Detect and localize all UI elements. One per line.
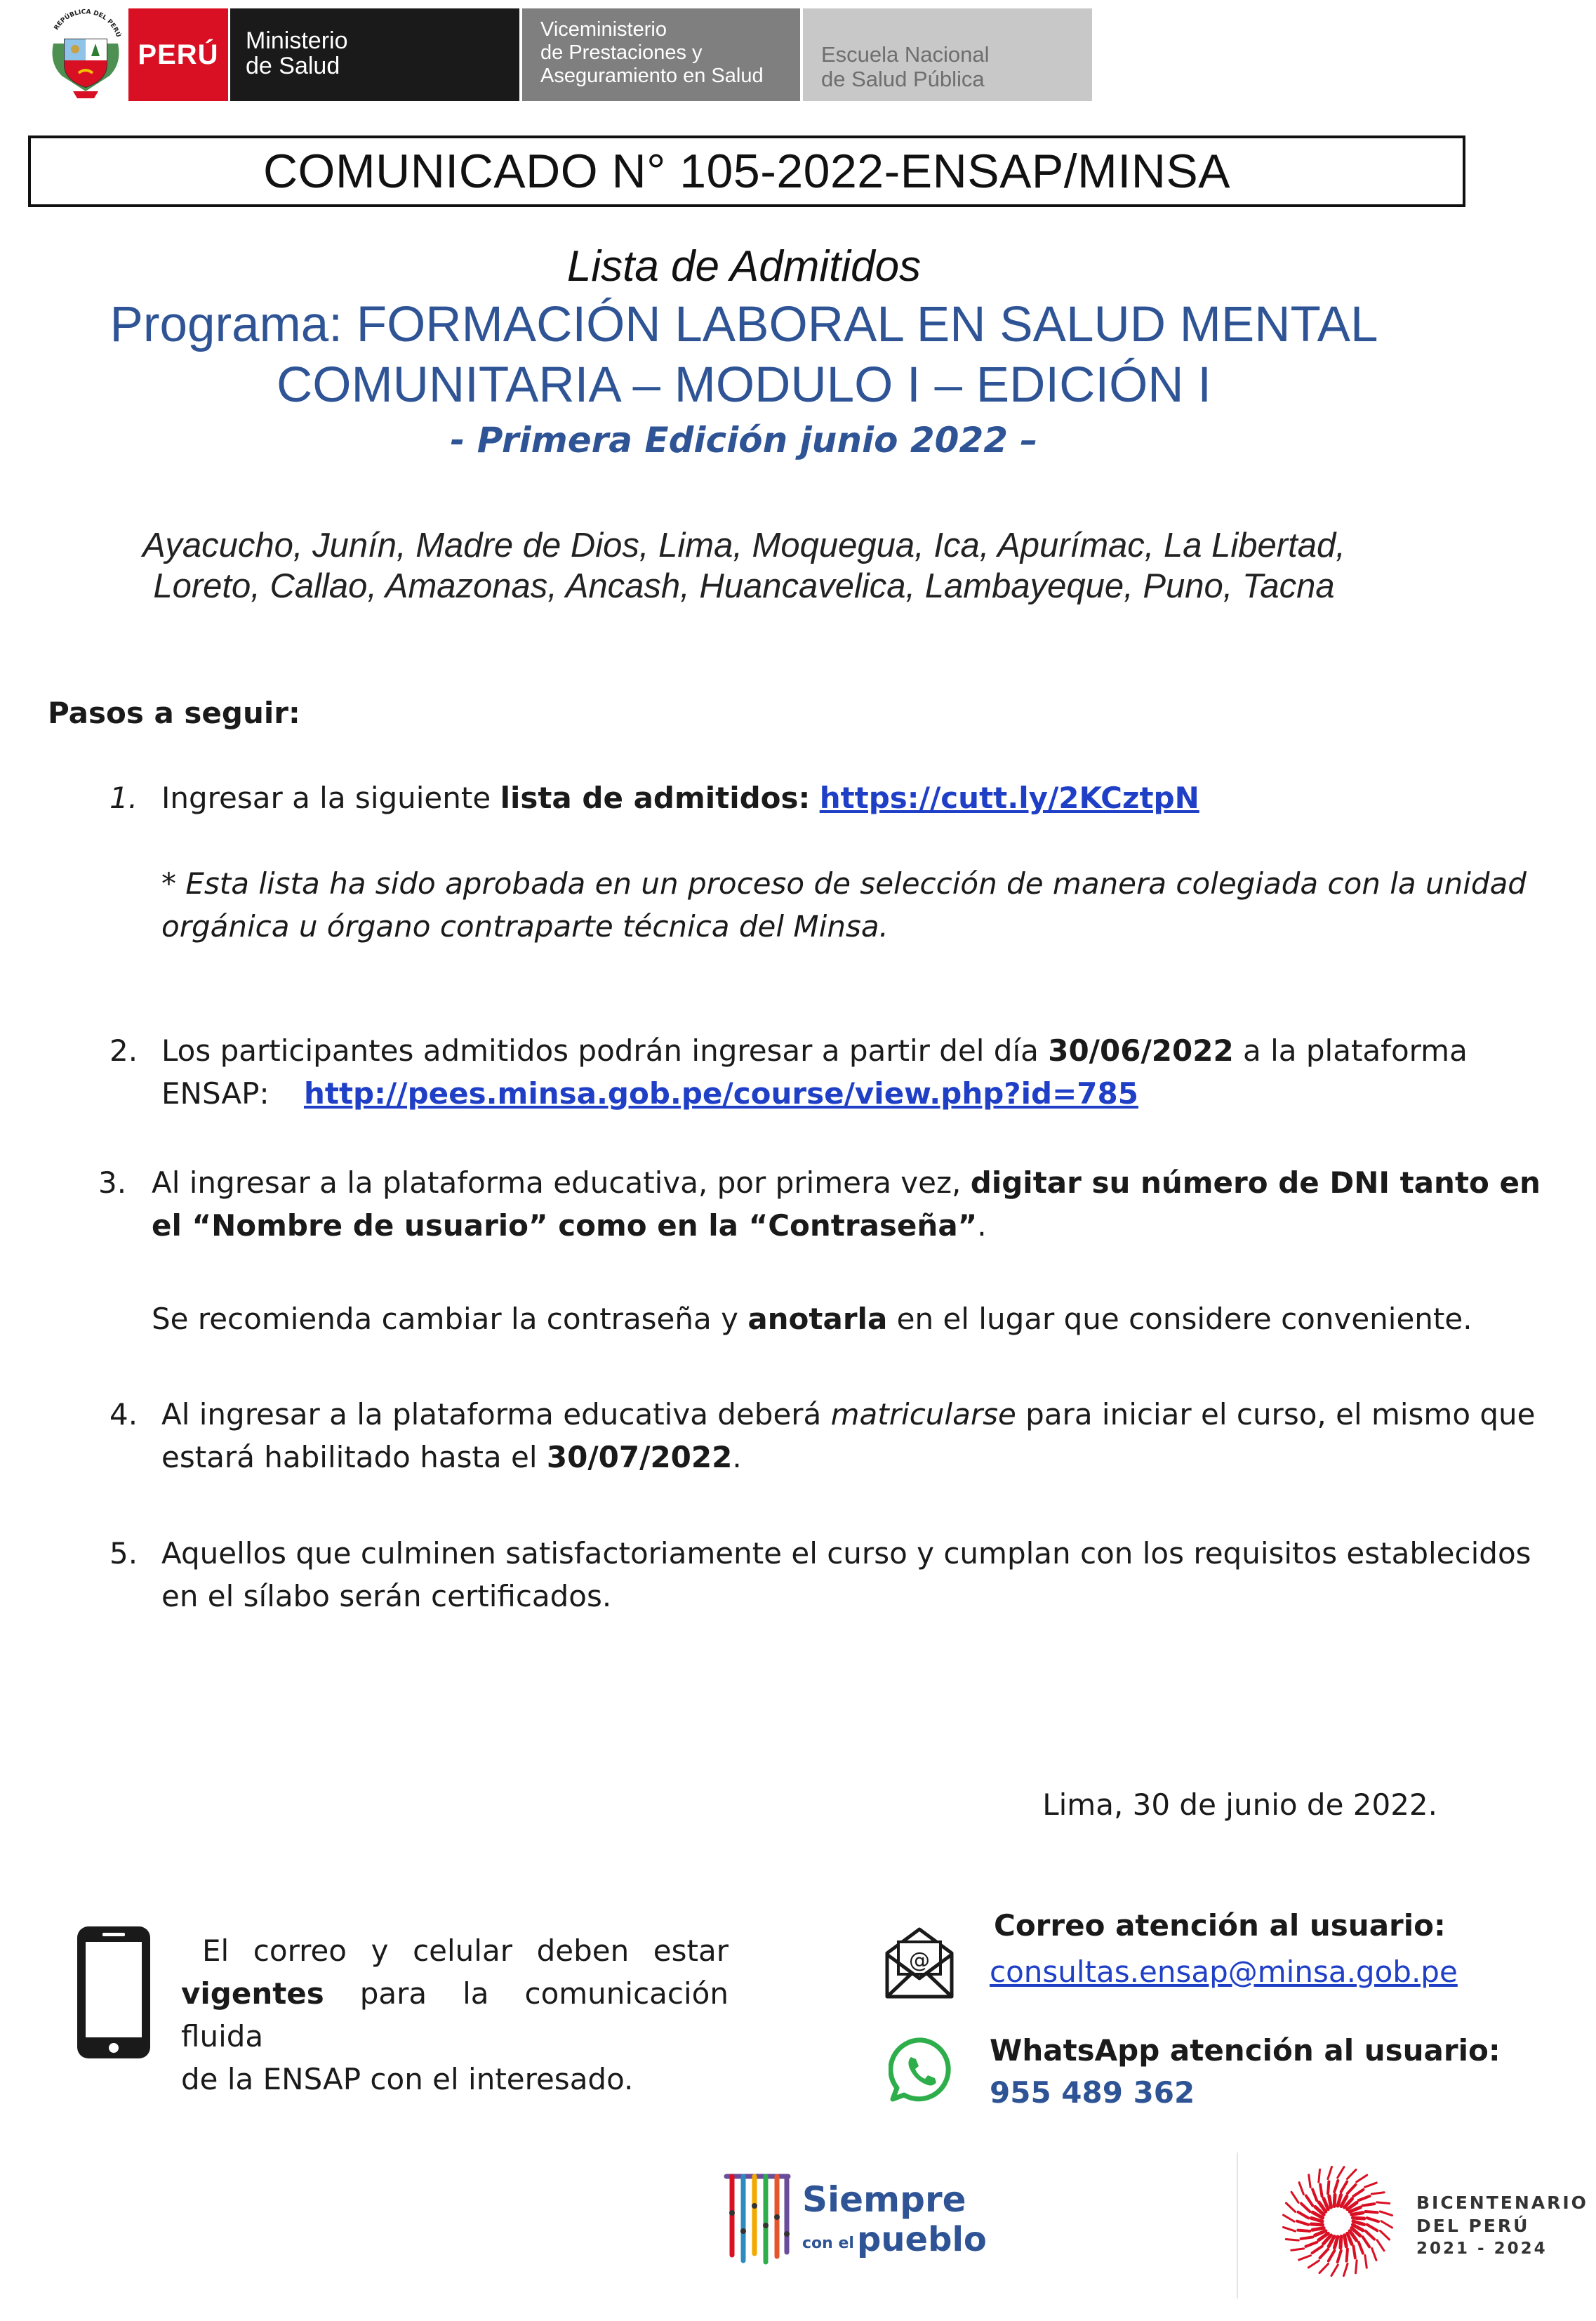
header-logo-strip xyxy=(42,8,1109,101)
bicentenario-ray xyxy=(1298,2212,1309,2218)
step-3-recommendation xyxy=(152,1297,1472,1340)
bicentenario-ray xyxy=(1329,2196,1331,2207)
pueblo-word: pueblo xyxy=(857,2220,987,2259)
step-1-text-pre: Ingresar a la siguiente xyxy=(161,781,500,815)
whatsapp-icon xyxy=(889,2036,956,2103)
bicentenario-ray xyxy=(1381,2221,1392,2228)
bicentenario-ray xyxy=(1334,2195,1335,2206)
siempre-word: Siempre xyxy=(802,2179,966,2220)
step-3-line-2-bold: el “Nombre de usuario” como en la “Contraseña” xyxy=(152,1208,978,1243)
peru-coat-of-arms-icon xyxy=(45,8,126,101)
step-3-line-1-pre: Al ingresar a la plataforma educativa, por primera vez, xyxy=(152,1165,971,1200)
bicentenario-ray xyxy=(1356,2261,1357,2273)
vice-line-2: de Prestaciones y xyxy=(540,41,703,64)
step-2-date: 30/06/2022 xyxy=(1048,1033,1234,1068)
bicentenario-ray xyxy=(1291,2249,1304,2250)
pasos-heading: Pasos a seguir: xyxy=(48,696,300,730)
step-5-line-1: Aquellos que culminen satisfactoriamente el curso y cumplan con los requisitos establecidos xyxy=(161,1536,1531,1571)
bicentenario-ray xyxy=(1320,2249,1329,2258)
siempre-con-el-pueblo-logo xyxy=(719,2164,1000,2269)
bicentenario-ray xyxy=(1297,2221,1308,2225)
bicentenario-ray xyxy=(1359,2196,1370,2200)
bicentenario-ray xyxy=(1366,2231,1374,2240)
peru-brand-label: PERÚ xyxy=(138,39,219,70)
bicentenario-ray xyxy=(1371,2193,1384,2194)
bicentenario-ray xyxy=(1377,2240,1384,2251)
bicentenario-ray xyxy=(1311,2224,1322,2225)
vigente-line-2 xyxy=(181,1972,729,2058)
bicentenario-ray xyxy=(1286,2203,1295,2211)
bicentenario-ray xyxy=(1308,2261,1319,2268)
ministerio-line-2: de Salud xyxy=(246,53,340,79)
bicentenario-ray xyxy=(1306,2196,1313,2206)
vigente-line-1: El correo y celular deben estar xyxy=(202,1933,729,1968)
mail-icon xyxy=(882,1924,957,2001)
step-3-rec-post: en el lugar que considere conveniente. xyxy=(887,1302,1472,1336)
bicentenario-ray xyxy=(1352,2213,1363,2215)
whatsapp-number: 955 489 362 xyxy=(990,2075,1195,2110)
step-2-line-2 xyxy=(161,1072,1138,1115)
bicentenario-ray xyxy=(1291,2192,1298,2202)
bicentenario-ray xyxy=(1284,2215,1294,2221)
bicentenario-ray xyxy=(1312,2189,1317,2200)
step-3-rec-bold: anotarla xyxy=(747,1302,888,1336)
bicentenario-emblem-icon xyxy=(1277,2161,1398,2282)
escuela-brand-box xyxy=(803,8,1092,101)
step-1-text xyxy=(161,776,1199,819)
bicentenario-ray xyxy=(1319,2169,1320,2182)
bicentenario-ray xyxy=(1334,2181,1338,2192)
step-4-matricularse: matricularse xyxy=(830,1397,1016,1431)
bicentenario-ray xyxy=(1338,2251,1341,2262)
bicentenario-ray xyxy=(1353,2247,1355,2259)
vigente-bold: vigentes xyxy=(181,1976,324,2011)
step-4-line-2 xyxy=(161,1436,742,1479)
step-1-number: 1. xyxy=(109,781,138,815)
bicentenario-ray xyxy=(1367,2225,1378,2231)
peru-brand-box xyxy=(128,8,228,101)
bicentenario-ray xyxy=(1357,2175,1367,2182)
admitidos-list-link[interactable]: https://cutt.ly/2KCztpN xyxy=(819,781,1199,815)
bicentenario-ray xyxy=(1286,2240,1298,2241)
edicion-subtitle: - Primera Edición junio 2022 – xyxy=(450,420,1038,461)
bicentenario-ray xyxy=(1345,2235,1347,2247)
step-4-line-2-post: . xyxy=(732,1440,742,1474)
con-el-word: con el xyxy=(802,2235,854,2252)
step-5-number: 5. xyxy=(109,1536,138,1571)
viceministerio-brand-box xyxy=(522,8,800,101)
svg-text:@: @ xyxy=(909,1948,930,1973)
bicentenario-ray xyxy=(1364,2183,1376,2187)
bicentenario-ray xyxy=(1365,2255,1366,2268)
bicentenario-ray xyxy=(1331,2265,1338,2275)
step-1-note xyxy=(161,862,1527,948)
correo-heading: Correo atención al usuario: xyxy=(994,1908,1446,1943)
vigente-line-3: de la ENSAP con el interesado. xyxy=(181,2062,634,2096)
bicentenario-ray xyxy=(1353,2190,1363,2197)
bicentenario-ray xyxy=(1363,2204,1375,2205)
vigente-line-2-post: para la comunicación fluida xyxy=(181,1976,729,2054)
bicentenario-ray xyxy=(1305,2242,1317,2247)
step-4-line-1-post: para iniciar el curso, el mismo que xyxy=(1016,1397,1536,1431)
ministerio-brand-box xyxy=(230,8,519,101)
regions-line-1: Ayacucho, Junín, Madre de Dios, Lima, Moquegua, Ica, Apurímac, La Libertad, xyxy=(142,527,1345,564)
step-5-line-2: en el sílabo serán certificados. xyxy=(161,1579,612,1613)
step-3-line-2-post: . xyxy=(977,1208,987,1243)
bicentenario-ray xyxy=(1319,2264,1328,2273)
bicentenario-ray xyxy=(1299,2183,1303,2195)
bicentenario-years: 2021 - 2024 xyxy=(1416,2240,1548,2258)
escuela-line-1: Escuela Nacional xyxy=(821,42,990,67)
vice-line-3: Aseguramiento en Salud xyxy=(540,65,764,87)
document-title: COMUNICADO N° 105-2022-ENSAP/MINSA xyxy=(262,145,1231,198)
bicentenario-ray xyxy=(1381,2231,1390,2240)
bicentenario-ray xyxy=(1298,2230,1310,2231)
vice-line-1: Viceministerio xyxy=(540,18,667,41)
step-3-line-1 xyxy=(152,1161,1541,1204)
step-1-note-line-2: orgánica u órgano contraparte técnica del Minsa. xyxy=(161,909,889,944)
svg-text:REPÚBLICA DEL PERÚ xyxy=(53,8,123,38)
bicentenario-ray xyxy=(1338,2167,1344,2178)
subtitle-lista: Lista de Admitidos xyxy=(566,242,922,291)
step-4-line-1 xyxy=(161,1393,1536,1436)
contact-validity-note xyxy=(181,1929,729,2101)
bicentenario-ray xyxy=(1343,2263,1348,2275)
step-1-text-bold: lista de admitidos: xyxy=(500,781,811,815)
step-4-date: 30/07/2022 xyxy=(546,1440,733,1474)
bicentenario-ray xyxy=(1328,2167,1332,2178)
bicentenario-ray xyxy=(1312,2228,1324,2230)
bicentenario-line-1: BICENTENARIO xyxy=(1416,2193,1588,2213)
shield-caption: REPÚBLICA DEL PERÚ xyxy=(53,8,122,39)
bicentenario-ray xyxy=(1367,2218,1378,2221)
step-4-line-1-pre: Al ingresar a la plataforma educativa deberá xyxy=(161,1397,831,1431)
bicentenario-ray xyxy=(1348,2185,1356,2193)
bicentenario-ray xyxy=(1299,2256,1311,2260)
bicentenario-ray xyxy=(1380,2211,1392,2216)
ensap-platform-link[interactable]: http://pees.minsa.gob.pe/course/view.php?id=785 xyxy=(303,1076,1138,1111)
step-2-ensap-label: ENSAP: xyxy=(161,1076,270,1111)
bicentenario-line-2: DEL PERÚ xyxy=(1416,2216,1530,2236)
bicentenario-ray xyxy=(1377,2202,1390,2204)
document-title-box xyxy=(28,135,1465,207)
programa-line-1: Programa: FORMACIÓN LABORAL EN SALUD MENTAL xyxy=(109,297,1378,352)
bicentenario-ray xyxy=(1359,2242,1363,2254)
step-4-number: 4. xyxy=(109,1397,138,1431)
step-2-number: 2. xyxy=(109,1033,138,1068)
phone-icon xyxy=(74,1924,153,2061)
regions-list xyxy=(0,525,1488,607)
ministerio-line-1: Ministerio xyxy=(246,27,348,54)
bicentenario-ray xyxy=(1328,2181,1329,2193)
programa-line-2: COMUNITARIA – MODULO I – EDICIÓN I xyxy=(276,357,1212,413)
bicentenario-ray xyxy=(1283,2227,1295,2231)
bicentenario-ray xyxy=(1301,2237,1313,2238)
bicentenario-text xyxy=(1416,2191,1588,2261)
bicentenario-ray xyxy=(1312,2247,1322,2254)
programa-heading xyxy=(0,295,1488,416)
bicentenario-ray xyxy=(1301,2204,1310,2212)
step-3-line-1-bold: digitar su número de DNI tanto en xyxy=(970,1165,1541,1200)
step-2-line-1-post: a la plataforma xyxy=(1233,1033,1468,1068)
correo-email-link[interactable]: consultas.ensap@minsa.gob.pe xyxy=(990,1955,1458,1989)
step-3-number: 3. xyxy=(98,1165,127,1200)
escuela-line-2: de Salud Pública xyxy=(821,67,985,91)
bicentenario-divider xyxy=(1237,2153,1238,2299)
step-1-note-line-1: * Esta lista ha sido aprobada en un proceso de selección de manera colegiada con la unidad xyxy=(161,866,1527,901)
bicentenario-ray xyxy=(1320,2185,1322,2197)
bicentenario-ray xyxy=(1329,2251,1335,2261)
bicentenario-ray xyxy=(1341,2182,1348,2193)
bicentenario-ray xyxy=(1348,2169,1356,2178)
step-4-line-2-pre: estará habilitado hasta el xyxy=(161,1440,547,1474)
bicentenario-ray xyxy=(1363,2237,1370,2247)
bicentenario-ray xyxy=(1309,2175,1310,2188)
step-3-line-2 xyxy=(152,1204,987,1247)
document-date: Lima, 30 de junio de 2022. xyxy=(1042,1787,1437,1822)
bicentenario-ray xyxy=(1347,2249,1348,2261)
regions-line-2: Loreto, Callao, Amazonas, Ancash, Huancavelica, Lambayeque, Puno, Tacna xyxy=(153,567,1335,605)
step-3-rec-pre: Se recomienda cambiar la contraseña y xyxy=(152,1302,748,1336)
whatsapp-heading: WhatsApp atención al usuario: xyxy=(990,2033,1501,2068)
step-2-line-1 xyxy=(161,1029,1468,1072)
step-2-line-1-pre: Los participantes admitidos podrán ingresar a partir del día xyxy=(161,1033,1049,1068)
bicentenario-ray xyxy=(1366,2211,1378,2212)
bicentenario-ray xyxy=(1372,2248,1376,2260)
